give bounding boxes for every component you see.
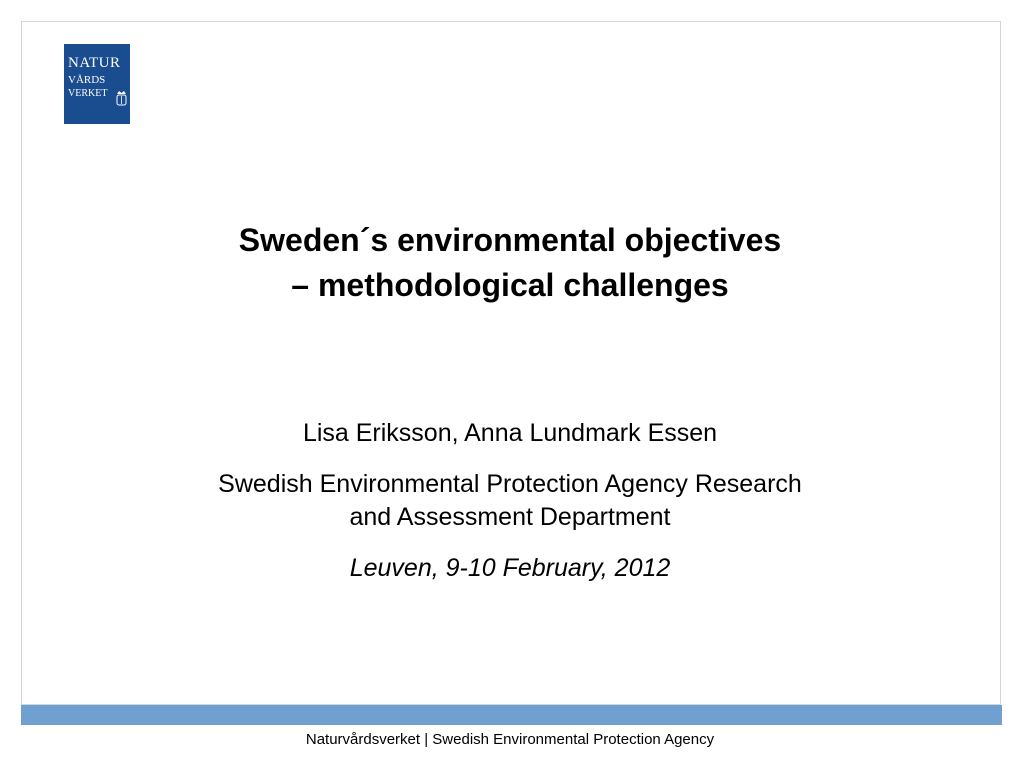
logo-line-2: VÅRDS [68,74,106,86]
authors: Lisa Eriksson, Anna Lundmark Essen [302,419,718,447]
logo-line-3: VERKET [68,88,108,99]
title-line-1: Sweden´s environmental objectives [238,222,782,258]
footer-accent-bar [21,705,1002,725]
department [150,468,870,534]
slide-frame [21,21,1001,705]
event-place-date: Leuven, 9-10 February, 2012 [349,554,671,582]
footer-text: Naturvårdsverket | Swedish Environmental Protection Agency [305,731,715,748]
naturvardsverket-logo [64,44,130,124]
logo-line-1: NATUR [68,55,121,71]
department-line-1: Swedish Environmental Protection Agency Research [218,470,802,498]
department-line-2: and Assessment Department [349,503,671,531]
crown-crest-icon [116,90,127,106]
slide-title [150,218,870,308]
title-line-2: – methodological challenges [291,267,729,303]
